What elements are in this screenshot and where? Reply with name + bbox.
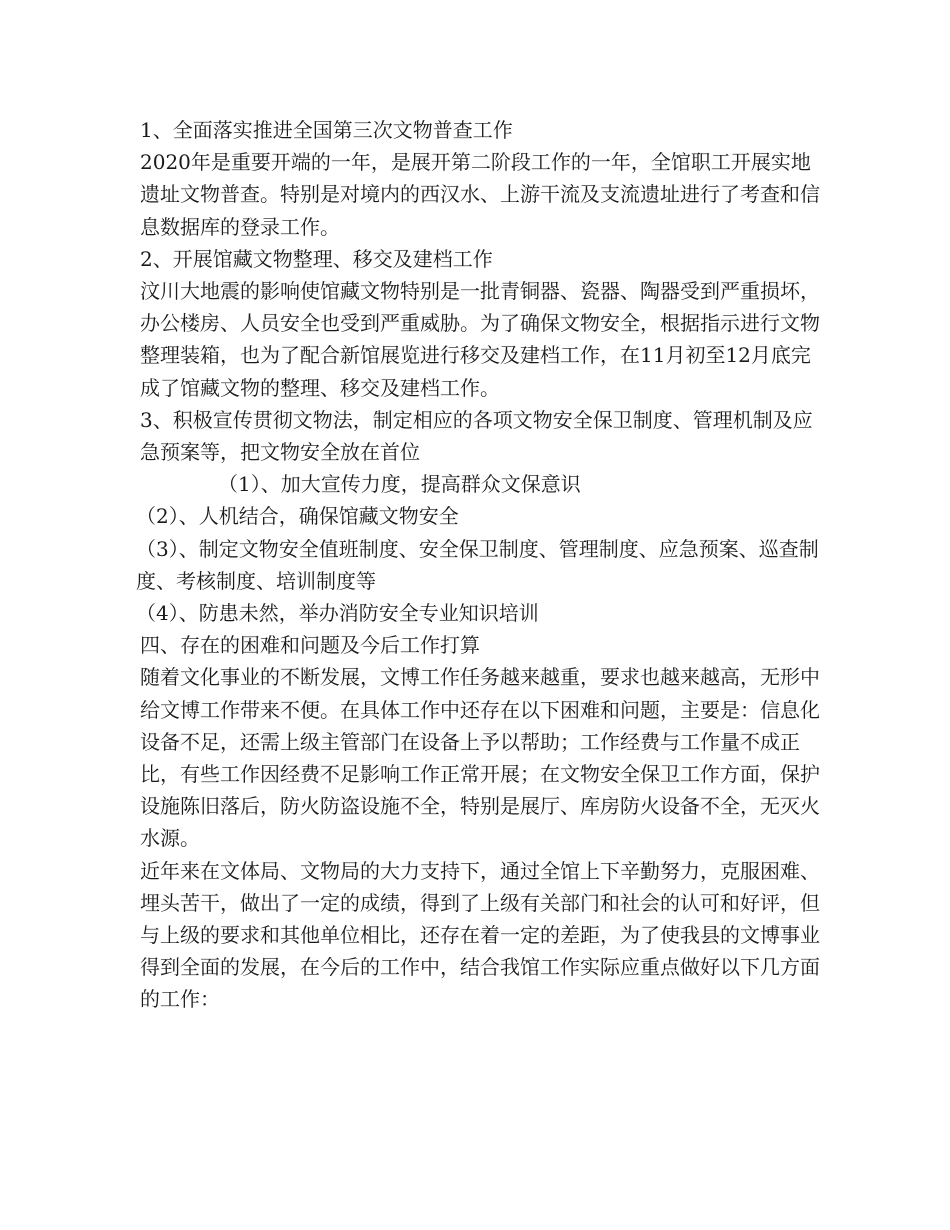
- subitem-4-fire-training: （4）、防患未然，举办消防安全专业知识培训: [136, 601, 539, 626]
- subitem-2-security: （2）、人机结合，确保馆藏文物安全: [136, 504, 459, 529]
- document-body: [136, 114, 830, 1016]
- heading-3-cultural-relics-law: 3、积极宣传贯彻文物法，制定相应的各项文物安全保卫制度、管理机制及应急预案等，把文物安全放在首位: [140, 407, 813, 465]
- paragraph-future-work: 近年来在文体局、文物局的大力支持下，通过全馆上下辛勤努力，克服困难、埋头苦干，做出了一定的成绩，得到了上级有关部门和社会的认可和好评，但与上级的要求和其他单位相比，还存在着一定的差距，为了使我县的文博事业得到全面的发展，在今后的工作中，结合我馆工作实际应重点做好以下几方面的工作：: [140, 858, 820, 1012]
- paragraph-difficulties: 随着文化事业的不断发展，文博工作任务越来越重，要求也越来越高，无形中给文博工作带来不便。在具体工作中还存在以下困难和问题，主要是：信息化设备不足，还需上级主管部门在设备上予以帮助；工作经费与工作量不成正比，有些工作因经费不足影响工作正常开展；在文物安全保卫工作方面，保护设施陈旧落后，防火防盗设施不全，特别是展厅、库房防火设备不全，无灭火水源。: [140, 665, 820, 851]
- heading-2-collection-archiving: 2、开展馆藏文物整理、移交及建档工作: [140, 246, 493, 271]
- heading-4-difficulties-plans: 四、存在的困难和问题及今后工作打算: [140, 633, 480, 658]
- heading-1-cultural-relics-census: 1、全面落实推进全国第三次文物普查工作: [140, 118, 513, 142]
- subitem-3-regulations: （3）、制定文物安全值班制度、安全保卫制度、管理制度、应急预案、巡查制度、考核制度、培训制度等: [136, 536, 819, 593]
- paragraph-earthquake-impact: 汶川大地震的影响使馆藏文物特别是一批青铜器、瓷器、陶器受到严重损坏，办公楼房、人员安全也受到严重威胁。为了确保文物安全，根据指示进行文物整理装箱，也为了配合新馆展览进行移交及建档工作，在11月初至12月底完成了馆藏文物的整理、移交及建档工作。: [140, 279, 820, 400]
- paragraph-census-work: 2020年是重要开端的一年，是展开第二阶段工作的一年，全馆职工开展实地遗址文物普查。特别是对境内的西汉水、上游干流及支流遗址进行了考查和信息数据库的登录工作。: [140, 150, 820, 239]
- subitem-1-publicity: （1）、加大宣传力度，提高群众文保意识: [218, 472, 581, 497]
